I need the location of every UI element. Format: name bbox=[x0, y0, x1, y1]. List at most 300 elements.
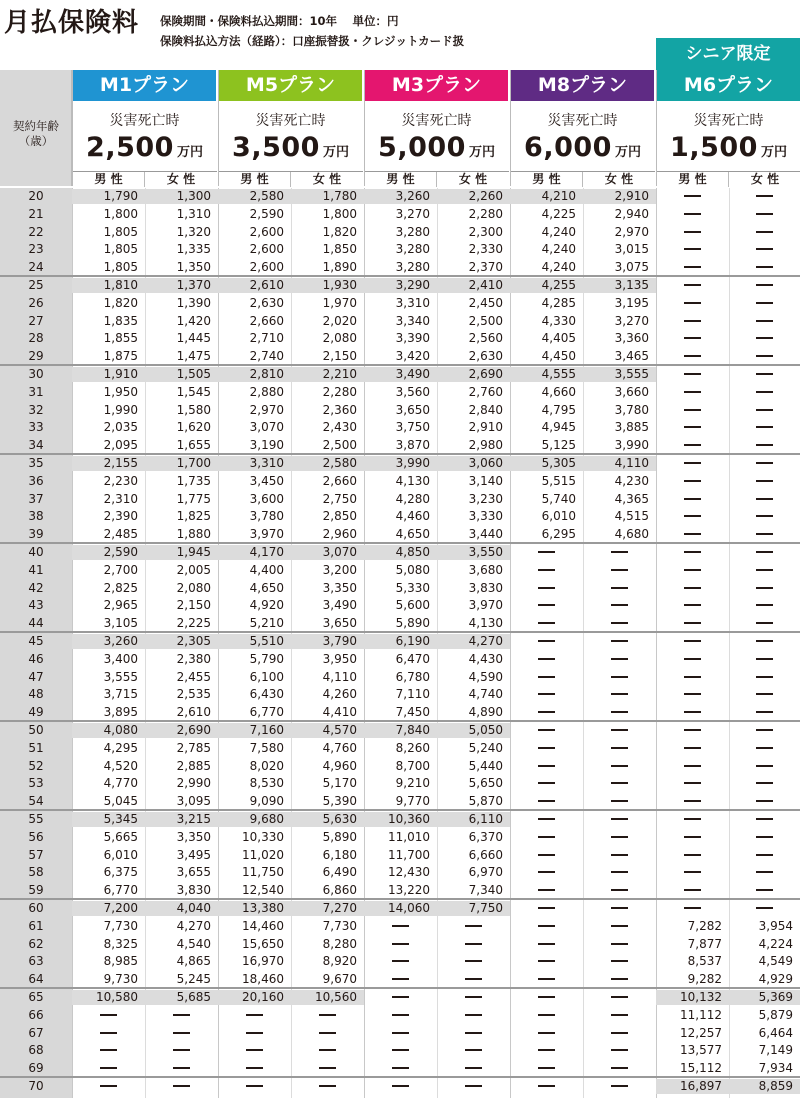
not-applicable-cell bbox=[510, 812, 583, 827]
premium-cell: 3,195 bbox=[614, 296, 649, 310]
benefit-amount-value: 2,500 bbox=[86, 132, 174, 163]
premium-cell: 2,600 bbox=[249, 242, 284, 256]
not-applicable-cell bbox=[583, 1008, 656, 1023]
premium-cell: 1,790 bbox=[72, 189, 145, 204]
not-applicable-cell bbox=[729, 260, 800, 275]
premium-cell: 1,335 bbox=[176, 242, 211, 256]
not-applicable-cell bbox=[291, 1061, 364, 1076]
premium-cell: 3,015 bbox=[614, 242, 649, 256]
premium-cell: 4,865 bbox=[176, 954, 211, 968]
premium-cell: 2,990 bbox=[176, 776, 211, 790]
premium-cell: 4,270 bbox=[437, 634, 510, 649]
premium-cell: 3,750 bbox=[395, 420, 430, 434]
age-header-unit: （歳） bbox=[18, 134, 54, 148]
premium-cell: 1,805 bbox=[103, 225, 138, 239]
premium-cell: 8,280 bbox=[322, 937, 357, 951]
premium-cell: 3,260 bbox=[72, 634, 145, 649]
table-row bbox=[0, 509, 800, 524]
premium-cell: 3,260 bbox=[364, 189, 437, 204]
premium-cell: 9,770 bbox=[395, 794, 430, 808]
table-row bbox=[0, 723, 800, 738]
age-cell: 45 bbox=[28, 634, 44, 648]
premium-cell: 2,225 bbox=[176, 616, 211, 630]
age-cell: 50 bbox=[28, 723, 44, 737]
age-cell: 56 bbox=[28, 830, 44, 844]
premium-cell: 1,805 bbox=[103, 242, 138, 256]
benefit-amount-value: 3,500 bbox=[232, 132, 320, 163]
premium-cell: 15,112 bbox=[680, 1061, 722, 1075]
premium-cell: 4,549 bbox=[758, 954, 793, 968]
premium-cell: 3,830 bbox=[176, 883, 211, 897]
age-cell: 44 bbox=[28, 616, 44, 630]
male-label: 男 性 bbox=[365, 172, 437, 187]
table-row bbox=[0, 474, 800, 489]
not-applicable-cell bbox=[583, 990, 656, 1005]
not-applicable-cell bbox=[364, 919, 437, 934]
premium-cell: 1,910 bbox=[72, 367, 145, 382]
not-applicable-cell bbox=[729, 759, 800, 774]
premium-cell: 2,150 bbox=[176, 598, 211, 612]
premium-cell: 7,110 bbox=[395, 687, 430, 701]
table-row bbox=[0, 385, 800, 400]
not-applicable-cell bbox=[437, 1079, 510, 1094]
not-applicable-cell bbox=[656, 367, 729, 382]
female-label: 女 性 bbox=[750, 172, 780, 186]
premium-cell: 4,650 bbox=[249, 581, 284, 595]
premium-cell: 3,650 bbox=[395, 403, 430, 417]
premium-cell: 5,630 bbox=[291, 812, 364, 827]
premium-cell: 1,880 bbox=[176, 527, 211, 541]
premium-cell: 2,150 bbox=[322, 349, 357, 363]
female-label: 女 性 bbox=[458, 172, 488, 186]
premium-cell: 5,369 bbox=[729, 990, 800, 1005]
benefit-amount-value: 6,000 bbox=[524, 132, 612, 163]
premium-cell: 5,050 bbox=[437, 723, 510, 738]
age-cell: 34 bbox=[28, 438, 44, 452]
premium-cell: 9,680 bbox=[218, 812, 291, 827]
premium-cell: 4,520 bbox=[103, 759, 138, 773]
premium-cell: 2,370 bbox=[468, 260, 503, 274]
premium-cell: 4,110 bbox=[322, 670, 357, 684]
not-applicable-cell bbox=[510, 670, 583, 685]
not-applicable-cell bbox=[364, 1043, 437, 1058]
not-applicable-cell bbox=[729, 741, 800, 756]
premium-cell: 1,655 bbox=[176, 438, 211, 452]
not-applicable-cell bbox=[583, 972, 656, 987]
premium-cell: 4,760 bbox=[322, 741, 357, 755]
premium-cell: 1,835 bbox=[103, 314, 138, 328]
premium-cell: 1,580 bbox=[176, 403, 211, 417]
premium-cell: 3,450 bbox=[249, 474, 284, 488]
group-separator bbox=[0, 809, 800, 811]
sex-subheader bbox=[365, 171, 509, 187]
premium-cell: 5,080 bbox=[395, 563, 430, 577]
premium-cell: 4,740 bbox=[468, 687, 503, 701]
age-cell: 67 bbox=[28, 1026, 44, 1040]
premium-cell: 5,170 bbox=[322, 776, 357, 790]
premium-cell: 2,660 bbox=[249, 314, 284, 328]
premium-cell: 3,105 bbox=[103, 616, 138, 630]
not-applicable-cell bbox=[510, 545, 583, 560]
premium-cell: 3,280 bbox=[395, 242, 430, 256]
table-row bbox=[0, 759, 800, 774]
premium-cell: 5,600 bbox=[395, 598, 430, 612]
age-cell: 33 bbox=[28, 420, 44, 434]
premium-cell: 12,540 bbox=[242, 883, 284, 897]
not-applicable-cell bbox=[729, 848, 800, 863]
not-applicable-cell bbox=[583, 1043, 656, 1058]
not-applicable-cell bbox=[583, 634, 656, 649]
premium-cell: 2,590 bbox=[72, 545, 145, 560]
not-applicable-cell bbox=[583, 705, 656, 720]
not-applicable-cell bbox=[437, 919, 510, 934]
not-applicable-cell bbox=[583, 1026, 656, 1041]
not-applicable-cell bbox=[656, 865, 729, 880]
age-cell: 24 bbox=[28, 260, 44, 274]
premium-cell: 7,934 bbox=[758, 1061, 793, 1075]
not-applicable-cell bbox=[656, 598, 729, 613]
premium-cell: 4,450 bbox=[541, 349, 576, 363]
not-applicable-cell bbox=[364, 954, 437, 969]
premium-cell: 3,885 bbox=[614, 420, 649, 434]
not-applicable-cell bbox=[510, 723, 583, 738]
not-applicable-cell bbox=[729, 492, 800, 507]
not-applicable-cell bbox=[729, 634, 800, 649]
premium-cell: 3,990 bbox=[364, 456, 437, 471]
not-applicable-cell bbox=[583, 812, 656, 827]
benefit-amount bbox=[657, 132, 800, 163]
premium-cell: 4,410 bbox=[322, 705, 357, 719]
premium-cell: 2,580 bbox=[291, 456, 364, 471]
age-header bbox=[0, 70, 72, 186]
premium-cell: 16,897 bbox=[656, 1079, 729, 1094]
premium-cell: 3,830 bbox=[468, 581, 503, 595]
not-applicable-cell bbox=[510, 1008, 583, 1023]
premium-cell: 6,970 bbox=[468, 865, 503, 879]
not-applicable-cell bbox=[656, 278, 729, 293]
premium-cell: 4,460 bbox=[395, 509, 430, 523]
premium-cell: 5,890 bbox=[322, 830, 357, 844]
table-row bbox=[0, 670, 800, 685]
premium-cell: 9,090 bbox=[249, 794, 284, 808]
premium-cell: 4,255 bbox=[510, 278, 583, 293]
age-cell: 54 bbox=[28, 794, 44, 808]
table-row bbox=[0, 937, 800, 952]
premium-cell: 3,280 bbox=[395, 225, 430, 239]
premium-cell: 6,470 bbox=[395, 652, 430, 666]
premium-cell: 1,820 bbox=[322, 225, 357, 239]
group-separator bbox=[0, 987, 800, 989]
premium-cell: 6,010 bbox=[103, 848, 138, 862]
age-cell: 41 bbox=[28, 563, 44, 577]
not-applicable-cell bbox=[583, 830, 656, 845]
premium-cell: 8,920 bbox=[322, 954, 357, 968]
premium-cell: 6,190 bbox=[364, 634, 437, 649]
premium-cell: 2,910 bbox=[468, 420, 503, 434]
premium-cell: 9,730 bbox=[103, 972, 138, 986]
not-applicable-cell bbox=[583, 794, 656, 809]
premium-cell: 3,230 bbox=[468, 492, 503, 506]
premium-cell: 1,420 bbox=[176, 314, 211, 328]
premium-cell: 7,340 bbox=[468, 883, 503, 897]
not-applicable-cell bbox=[583, 865, 656, 880]
not-applicable-cell bbox=[729, 296, 800, 311]
premium-cell: 4,225 bbox=[541, 207, 576, 221]
premium-cell: 13,577 bbox=[680, 1043, 722, 1057]
table-row bbox=[0, 865, 800, 880]
premium-cell: 3,655 bbox=[176, 865, 211, 879]
not-applicable-cell bbox=[510, 759, 583, 774]
table-row bbox=[0, 848, 800, 863]
premium-cell: 1,855 bbox=[103, 331, 138, 345]
premium-cell: 4,515 bbox=[614, 509, 649, 523]
premium-cell: 1,805 bbox=[103, 260, 138, 274]
table-row bbox=[0, 331, 800, 346]
premium-cell: 3,070 bbox=[291, 545, 364, 560]
not-applicable-cell bbox=[656, 776, 729, 791]
premium-cell: 1,780 bbox=[291, 189, 364, 204]
premium-cell: 2,410 bbox=[437, 278, 510, 293]
premium-cell: 1,890 bbox=[322, 260, 357, 274]
not-applicable-cell bbox=[364, 1079, 437, 1094]
premium-cell: 3,490 bbox=[364, 367, 437, 382]
not-applicable-cell bbox=[729, 474, 800, 489]
female-label: 女 性 bbox=[166, 172, 196, 186]
premium-cell: 8,859 bbox=[729, 1079, 800, 1094]
plan-name: M8プラン bbox=[511, 70, 654, 101]
premium-cell: 8,985 bbox=[103, 954, 138, 968]
premium-cell: 16,970 bbox=[242, 954, 284, 968]
not-applicable-cell bbox=[364, 990, 437, 1005]
not-applicable-cell bbox=[510, 616, 583, 631]
premium-cell: 5,870 bbox=[468, 794, 503, 808]
not-applicable-cell bbox=[729, 812, 800, 827]
premium-cell: 6,375 bbox=[103, 865, 138, 879]
premium-cell: 2,750 bbox=[322, 492, 357, 506]
not-applicable-cell bbox=[437, 1043, 510, 1058]
premium-cell: 14,060 bbox=[364, 901, 437, 916]
premium-cell: 2,005 bbox=[176, 563, 211, 577]
table-row bbox=[0, 189, 800, 204]
premium-cell: 3,440 bbox=[468, 527, 503, 541]
premium-cell: 9,210 bbox=[395, 776, 430, 790]
premium-cell: 2,850 bbox=[322, 509, 357, 523]
not-applicable-cell bbox=[729, 403, 800, 418]
not-applicable-cell bbox=[656, 349, 729, 364]
premium-cell: 3,400 bbox=[103, 652, 138, 666]
premium-cell: 6,295 bbox=[541, 527, 576, 541]
not-applicable-cell bbox=[437, 954, 510, 969]
not-applicable-cell bbox=[656, 260, 729, 275]
premium-cell: 5,345 bbox=[72, 812, 145, 827]
premium-cell: 11,700 bbox=[388, 848, 430, 862]
premium-cell: 4,280 bbox=[395, 492, 430, 506]
age-cell: 43 bbox=[28, 598, 44, 612]
premium-cell: 1,620 bbox=[176, 420, 211, 434]
not-applicable-cell bbox=[729, 527, 800, 542]
group-separator bbox=[0, 364, 800, 366]
premium-cell: 2,035 bbox=[103, 420, 138, 434]
not-applicable-cell bbox=[510, 990, 583, 1005]
premium-cell: 8,530 bbox=[249, 776, 284, 790]
premium-cell: 2,970 bbox=[249, 403, 284, 417]
sex-subheader bbox=[511, 171, 655, 187]
premium-cell: 12,430 bbox=[388, 865, 430, 879]
premium-cell: 3,715 bbox=[103, 687, 138, 701]
plan-name: M6プラン bbox=[657, 70, 800, 101]
premium-cell: 2,080 bbox=[322, 331, 357, 345]
not-applicable-cell bbox=[729, 794, 800, 809]
premium-cell: 4,330 bbox=[541, 314, 576, 328]
premium-cell: 2,825 bbox=[103, 581, 138, 595]
premium-cell: 2,500 bbox=[468, 314, 503, 328]
not-applicable-cell bbox=[437, 990, 510, 1005]
not-applicable-cell bbox=[729, 670, 800, 685]
age-cell: 64 bbox=[28, 972, 44, 986]
premium-cell: 20,160 bbox=[218, 990, 291, 1005]
not-applicable-cell bbox=[583, 937, 656, 952]
table-row bbox=[0, 616, 800, 631]
premium-cell: 2,230 bbox=[103, 474, 138, 488]
benefit-amount-unit: 万円 bbox=[468, 145, 495, 160]
not-applicable-cell bbox=[729, 349, 800, 364]
premium-cell: 12,257 bbox=[680, 1026, 722, 1040]
table-row bbox=[0, 207, 800, 222]
not-applicable-cell bbox=[583, 670, 656, 685]
premium-cell: 3,970 bbox=[468, 598, 503, 612]
table-row bbox=[0, 581, 800, 596]
premium-cell: 7,730 bbox=[322, 919, 357, 933]
not-applicable-cell bbox=[510, 883, 583, 898]
not-applicable-cell bbox=[656, 207, 729, 222]
benefit-label: 災害死亡時 bbox=[401, 113, 472, 129]
premium-cell: 2,690 bbox=[437, 367, 510, 382]
premium-cell: 1,800 bbox=[322, 207, 357, 221]
not-applicable-cell bbox=[510, 954, 583, 969]
not-applicable-cell bbox=[729, 420, 800, 435]
premium-cell: 1,810 bbox=[72, 278, 145, 293]
premium-cell: 13,380 bbox=[218, 901, 291, 916]
table-row bbox=[0, 1043, 800, 1058]
table-row bbox=[0, 652, 800, 667]
premium-cell: 3,200 bbox=[322, 563, 357, 577]
age-cell: 42 bbox=[28, 581, 44, 595]
table-row bbox=[0, 278, 800, 293]
premium-cell: 1,445 bbox=[176, 331, 211, 345]
not-applicable-cell bbox=[729, 901, 800, 916]
premium-cell: 2,740 bbox=[249, 349, 284, 363]
premium-cell: 4,170 bbox=[218, 545, 291, 560]
not-applicable-cell bbox=[729, 225, 800, 240]
not-applicable-cell bbox=[729, 705, 800, 720]
not-applicable-cell bbox=[510, 830, 583, 845]
premium-cell: 8,260 bbox=[395, 741, 430, 755]
premium-cell: 7,840 bbox=[364, 723, 437, 738]
premium-cell: 1,310 bbox=[176, 207, 211, 221]
senior-only-badge: シニア限定 bbox=[656, 38, 800, 70]
premium-cell: 4,210 bbox=[510, 189, 583, 204]
premium-cell: 3,465 bbox=[614, 349, 649, 363]
benefit-amount-unit: 万円 bbox=[322, 145, 349, 160]
group-separator bbox=[0, 631, 800, 633]
premium-cell: 5,245 bbox=[176, 972, 211, 986]
premium-cell: 9,670 bbox=[322, 972, 357, 986]
premium-cell: 5,045 bbox=[103, 794, 138, 808]
premium-cell: 2,970 bbox=[614, 225, 649, 239]
not-applicable-cell bbox=[583, 598, 656, 613]
not-applicable-cell bbox=[218, 1061, 291, 1076]
premium-cell: 2,810 bbox=[218, 367, 291, 382]
premium-cell: 3,495 bbox=[176, 848, 211, 862]
table-row bbox=[0, 954, 800, 969]
not-applicable-cell bbox=[72, 1079, 145, 1094]
premium-cell: 6,770 bbox=[249, 705, 284, 719]
table-row bbox=[0, 225, 800, 240]
premium-cell: 3,600 bbox=[249, 492, 284, 506]
premium-cell: 1,545 bbox=[176, 385, 211, 399]
not-applicable-cell bbox=[656, 812, 729, 827]
premium-cell: 3,310 bbox=[218, 456, 291, 471]
premium-cell: 3,060 bbox=[437, 456, 510, 471]
not-applicable-cell bbox=[437, 1008, 510, 1023]
not-applicable-cell bbox=[729, 314, 800, 329]
age-cell: 57 bbox=[28, 848, 44, 862]
premium-cell: 2,785 bbox=[176, 741, 211, 755]
premium-cell: 13,220 bbox=[388, 883, 430, 897]
not-applicable-cell bbox=[72, 1008, 145, 1023]
not-applicable-cell bbox=[510, 1043, 583, 1058]
age-header-label: 契約年齢 bbox=[13, 119, 59, 133]
not-applicable-cell bbox=[729, 776, 800, 791]
not-applicable-cell bbox=[656, 670, 729, 685]
premium-cell: 1,320 bbox=[176, 225, 211, 239]
not-applicable-cell bbox=[364, 1008, 437, 1023]
not-applicable-cell bbox=[510, 652, 583, 667]
premium-cell: 1,775 bbox=[176, 492, 211, 506]
not-applicable-cell bbox=[583, 652, 656, 667]
premium-cell: 4,555 bbox=[510, 367, 583, 382]
table-row bbox=[0, 1026, 800, 1041]
not-applicable-cell bbox=[145, 1061, 218, 1076]
table-row bbox=[0, 705, 800, 720]
premium-cell: 4,590 bbox=[468, 670, 503, 684]
not-applicable-cell bbox=[583, 687, 656, 702]
premium-cell: 15,650 bbox=[242, 937, 284, 951]
not-applicable-cell bbox=[729, 563, 800, 578]
not-applicable-cell bbox=[145, 1008, 218, 1023]
benefit-amount-value: 1,500 bbox=[670, 132, 758, 163]
premium-cell: 3,420 bbox=[395, 349, 430, 363]
policy-info-line2: 保険料払込方法（経路）：口座振替扱・クレジットカード扱 bbox=[160, 34, 465, 48]
premium-cell: 11,020 bbox=[242, 848, 284, 862]
age-cell: 26 bbox=[28, 296, 44, 310]
female-label: 女 性 bbox=[312, 172, 342, 186]
not-applicable-cell bbox=[729, 385, 800, 400]
not-applicable-cell bbox=[583, 741, 656, 756]
premium-cell: 4,945 bbox=[541, 420, 576, 434]
not-applicable-cell bbox=[729, 616, 800, 631]
not-applicable-cell bbox=[656, 474, 729, 489]
premium-cell: 2,300 bbox=[468, 225, 503, 239]
male-label: 男 性 bbox=[73, 172, 145, 187]
not-applicable-cell bbox=[437, 972, 510, 987]
table-row bbox=[0, 919, 800, 934]
plan-name: M3プラン bbox=[365, 70, 508, 101]
not-applicable-cell bbox=[729, 598, 800, 613]
premium-cell: 7,750 bbox=[437, 901, 510, 916]
table-row bbox=[0, 972, 800, 987]
premium-cell: 10,560 bbox=[291, 990, 364, 1005]
